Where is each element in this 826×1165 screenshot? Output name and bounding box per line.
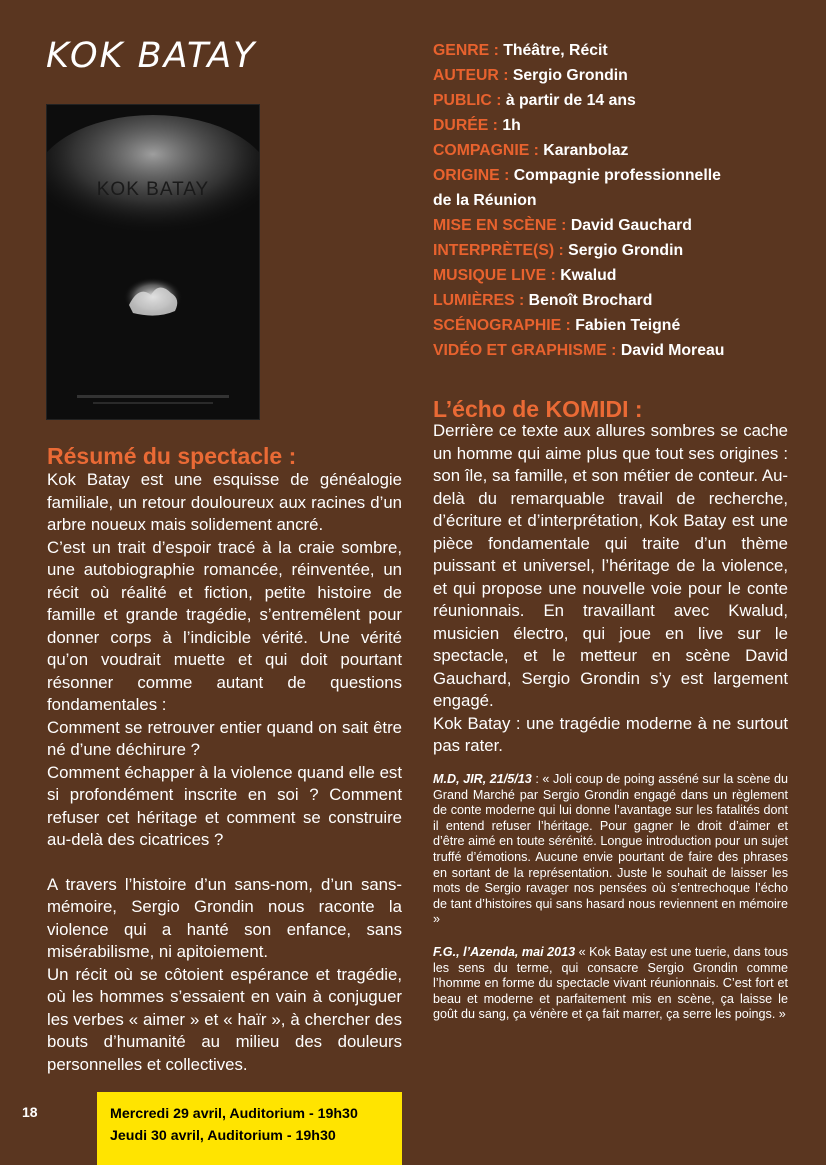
press-review bbox=[433, 772, 788, 928]
credit-interpretes: INTERPRÈTE(S) : Sergio Grondin bbox=[433, 242, 684, 259]
review-text: : « Joli coup de poing asséné sur la scène du Grand Marché par Sergio Grondin engagé dans un règlement de conte moderne qui lui donne l’avantage sur les fatalités dont il entend refuser l’héritage. Pour gagner le droit d’aimer et d’être aimé en toute sérénité. Longue introduction pour un sujet truffé d’émotions. Aucune envie pourtant de faire des phrases en sortant de la représentation. Juste le souhait de laisser les mots de Sergio ravager nos pensées où s’entrechoque l’écho de tant d’histoires qui sans hasard nous reviennent en mémoire » bbox=[433, 772, 788, 927]
performance-date: Mercredi 29 avril, Auditorium - 19h30 bbox=[110, 1106, 358, 1122]
resume-paragraph: Comment échapper à la violence quand elle est si profondément inscrite en soi ? Comment refuser cet héritage et comment se construire au-delà des cicatrices ? bbox=[47, 762, 402, 849]
show-poster-image bbox=[46, 104, 260, 420]
show-title: KOK BATAY bbox=[46, 36, 257, 76]
credit-scenographie: SCÉNOGRAPHIE : Fabien Teigné bbox=[433, 317, 681, 334]
review-text: « Kok Batay est une tuerie, dans tous les sens du terme, qui consacre Sergio Grondin comme l’homme en forme du spectacle vivant réunionnais. C’est fort et beau et moderne et parfaitement mis en scène, ça laisse le goût du sang, ça vénère et ça fait marrer, ça serre les poings. » bbox=[433, 944, 788, 1022]
poster-title: KOK BATAY bbox=[96, 179, 210, 200]
performance-date: Jeudi 30 avril, Auditorium - 19h30 bbox=[110, 1128, 336, 1144]
page-number: 18 bbox=[22, 1104, 38, 1120]
echo-paragraph: Kok Batay : une tragédie moderne à ne surtout pas rater. bbox=[433, 713, 788, 755]
resume-heading: Résumé du spectacle : bbox=[47, 443, 297, 469]
resume-paragraph: Kok Batay est une esquisse de généalogie familiale, un retour douloureux aux racines d’un arbre noueux mais solidement ancré. bbox=[47, 470, 402, 534]
credit-mise-en-scene: MISE EN SCÈNE : David Gauchard bbox=[433, 217, 692, 234]
credit-musique-live: MUSIQUE LIVE : Kwalud bbox=[433, 267, 617, 284]
review-source: M.D, JIR, 21/5/13 bbox=[433, 772, 532, 786]
credit-public: PUBLIC : à partir de 14 ans bbox=[433, 92, 636, 109]
credits-list bbox=[433, 38, 813, 363]
credit-origine: ORIGINE : Compagnie professionnelle bbox=[433, 167, 721, 184]
credit-lumieres: LUMIÈRES : Benoît Brochard bbox=[433, 292, 653, 309]
press-reviews bbox=[433, 772, 788, 1040]
resume-paragraph: Comment se retrouver entier quand on sait être né d’une déchirure ? bbox=[47, 717, 402, 759]
resume-paragraph: Un récit où se côtoient espérance et tragédie, où les hommes s’essaient en vain à conjuguer les verbes « aimer » et « haïr », à chercher des bouts d’humanité au milieu des douleurs personnelles et collectives. bbox=[47, 964, 402, 1074]
resume-body bbox=[47, 469, 402, 1076]
press-review bbox=[433, 945, 788, 1023]
resume-paragraph: C’est un trait d’espoir tracé à la craie sombre, une autobiographie romancée, réinventée, un récit où réalité et fiction, petite histoire de famille et grande tragédie, s’entremêlent pour donner corps à l’indicible vérité. Une vérité qu’on voudrait muette et qui doit pourtant résonner comme autant de questions fondamentales : bbox=[47, 537, 402, 714]
credit-video-graphisme: VIDÉO ET GRAPHISME : David Moreau bbox=[433, 342, 725, 359]
performance-dates-box bbox=[97, 1092, 402, 1165]
echo-heading: L’écho de KOMIDI : bbox=[433, 396, 643, 422]
review-source: F.G., l’Azenda, mai 2013 bbox=[433, 944, 576, 959]
echo-paragraph: Derrière ce texte aux allures sombres se cache un homme qui aime plus que tout ses origines : son île, sa famille, et son métier de conteur. Au-delà du remarquable travail de recherche, d’écriture et d’interprétation, Kok Batay est une pièce fondamentale qui traite d’un thème puissant et universel, l’héritage de la violence, et qui propose une nouvelle voie pour le conte réunionnais. En travaillant avec Kwalud, musicien électro, qui joue en live sur le spectacle, et le metteur en scène David Gauchard, Sergio Grondin s’y est largement engagé. bbox=[433, 421, 788, 710]
credit-origine-cont: de la Réunion bbox=[433, 192, 537, 209]
echo-body bbox=[433, 420, 788, 758]
credit-duree: DURÉE : 1h bbox=[433, 117, 521, 134]
resume-paragraph: A travers l’histoire d’un sans-nom, d’un sans-mémoire, Sergio Grondin nous raconte la violence qui a hanté son enfance, sans misérabilisme, ni apitoiement. bbox=[47, 874, 402, 961]
credit-genre: GENRE : Théâtre, Récit bbox=[433, 42, 608, 59]
credit-auteur: AUTEUR : Sergio Grondin bbox=[433, 67, 628, 84]
credit-compagnie: COMPAGNIE : Karanbolaz bbox=[433, 142, 629, 159]
